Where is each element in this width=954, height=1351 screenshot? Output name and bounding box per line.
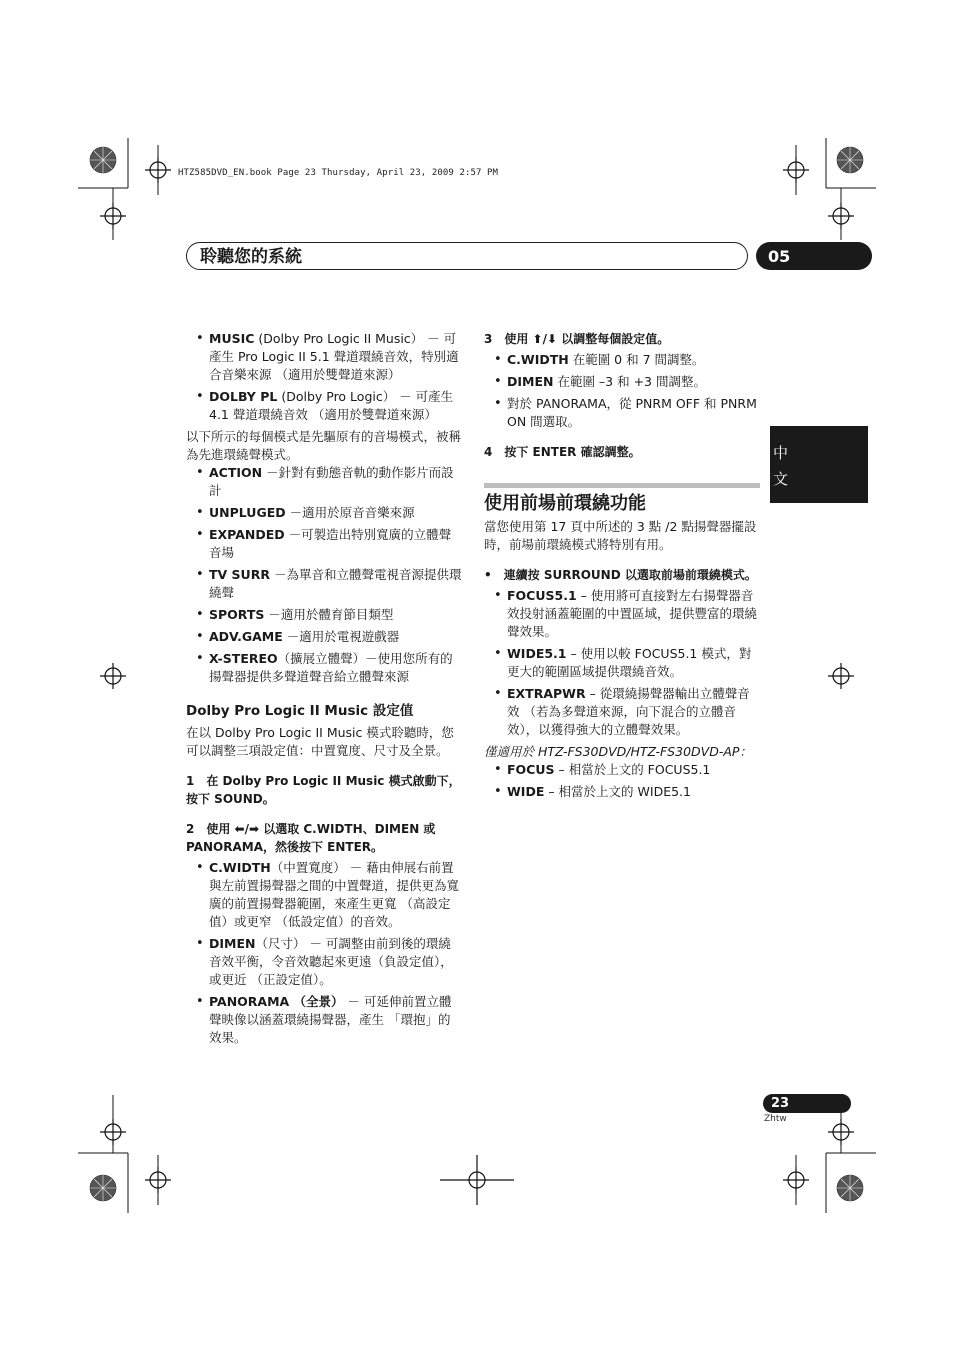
language-char-2: 文 [773,470,789,488]
model-note: 僅適用於 HTZ-FS30DVD/HTZ-FS30DVD-AP： [484,744,752,759]
step-2: 2 使用 ⬅/➡ 以選取 C.WIDTH、DIMEN 或 PANORAMA，然後按下 ENTER。 [186,822,436,854]
list-item: • EXPANDED －可製造出特別寬廣的立體聲音場 [186,526,462,562]
step-4: 4 按下 ENTER 確認調整。 [484,445,641,459]
section-rule [484,483,760,488]
file-meta: HTZ585DVD_EN.book Page 23 Thursday, April 23, 2009 2:57 PM [178,168,499,178]
list-item: • X-STEREO（擴展立體聲）－使用您所有的揚聲器提供多聲道聲音給立體聲來源 [186,650,462,686]
list-item: • DIMEN（尺寸） － 可調整由前到後的環繞音效平衡，令音效聽起來更遠（負設定值），或更近 （正設定值）。 [186,935,462,989]
list-item: • UNPLUGED －適用於原音音樂來源 [186,504,462,522]
section-intro: 在以 Dolby Pro Logic II Music 模式聆聽時，您可以調整三項設定值：中置寬度、尺寸及全景。 [186,725,454,758]
step-3: 3 使用 ⬆/⬇ 以調整每個設定值。 [484,332,670,346]
left-column [186,330,462,1051]
list-item: • MUSIC (Dolby Pro Logic II Music） － 可產生 Pro Logic II 5.1 聲道環繞音效，特別適合音樂來源 （適用於雙聲道來源） [186,330,462,384]
list-item: • C.WIDTH 在範圍 0 和 7 間調整。 [484,351,760,369]
action-step: • 連續按 SURROUND 以選取前場前環繞模式。 [484,568,757,582]
list-item: • PANORAMA （全景） － 可延伸前置立體聲映像以涵蓋環繞揚聲器，產生 「環抱」的效果。 [186,993,462,1047]
page-language: Zhtw [764,1114,787,1124]
modes-intro: 以下所示的每個模式是先驅原有的音場模式，被稱為先進環繞聲模式。 [186,429,462,462]
list-item: • WIDE5.1 – 使用以較 FOCUS5.1 模式，對更大的範圍區域提供環繞音效。 [484,645,760,681]
language-tab [770,426,868,503]
page-number: 23 [771,1096,790,1111]
list-item: • SPORTS －適用於體育節目類型 [186,606,462,624]
list-item: • 對於 PANORAMA，從 PNRM OFF 和 PNRM ON 間選取。 [484,395,760,431]
section-intro: 當您使用第 17 頁中所述的 3 點 /2 點揚聲器擺設時，前場前環繞模式將特別有用。 [484,519,757,552]
section-heading: 使用前場前環繞功能 [484,493,646,514]
right-column [484,330,760,805]
chapter-number: 05 [768,247,791,266]
language-char-1: 中 [773,444,789,462]
list-item: • DIMEN 在範圍 –3 和 +3 間調整。 [484,373,760,391]
chapter-title: 聆聽您的系統 [200,247,302,267]
list-item: • ACTION －針對有動態音軌的動作影片而設計 [186,464,462,500]
step-1: 1 在 Dolby Pro Logic II Music 模式啟動下，按下 SOUND。 [186,774,461,806]
list-item: • FOCUS – 相當於上文的 FOCUS5.1 [484,761,760,779]
list-item: • FOCUS5.1 – 使用將可直接對左右揚聲器音效投射涵蓋範圍的中置區域，提供豐富的環繞聲效果。 [484,587,760,641]
section-heading: Dolby Pro Logic II Music 設定值 [186,703,414,719]
list-item: • EXTRAPWR – 從環繞揚聲器輸出立體聲音效 （若為多聲道來源，向下混合的立體音效），以獲得強大的立體聲效果。 [484,685,760,739]
list-item: • C.WIDTH（中置寬度） － 藉由伸展右前置與左前置揚聲器之間的中置聲道，提供更為寬廣的前置揚聲器範圍，來產生更寬 （高設定值）或更窄 （低設定值）的音效。 [186,859,462,931]
list-item: • WIDE – 相當於上文的 WIDE5.1 [484,783,760,801]
list-item: • DOLBY PL (Dolby Pro Logic） － 可產生 4.1 聲道環繞音效 （適用於雙聲道來源） [186,388,462,424]
list-item: • ADV.GAME －適用於電視遊戲器 [186,628,462,646]
list-item: • TV SURR －為單音和立體聲電視音源提供環繞聲 [186,566,462,602]
